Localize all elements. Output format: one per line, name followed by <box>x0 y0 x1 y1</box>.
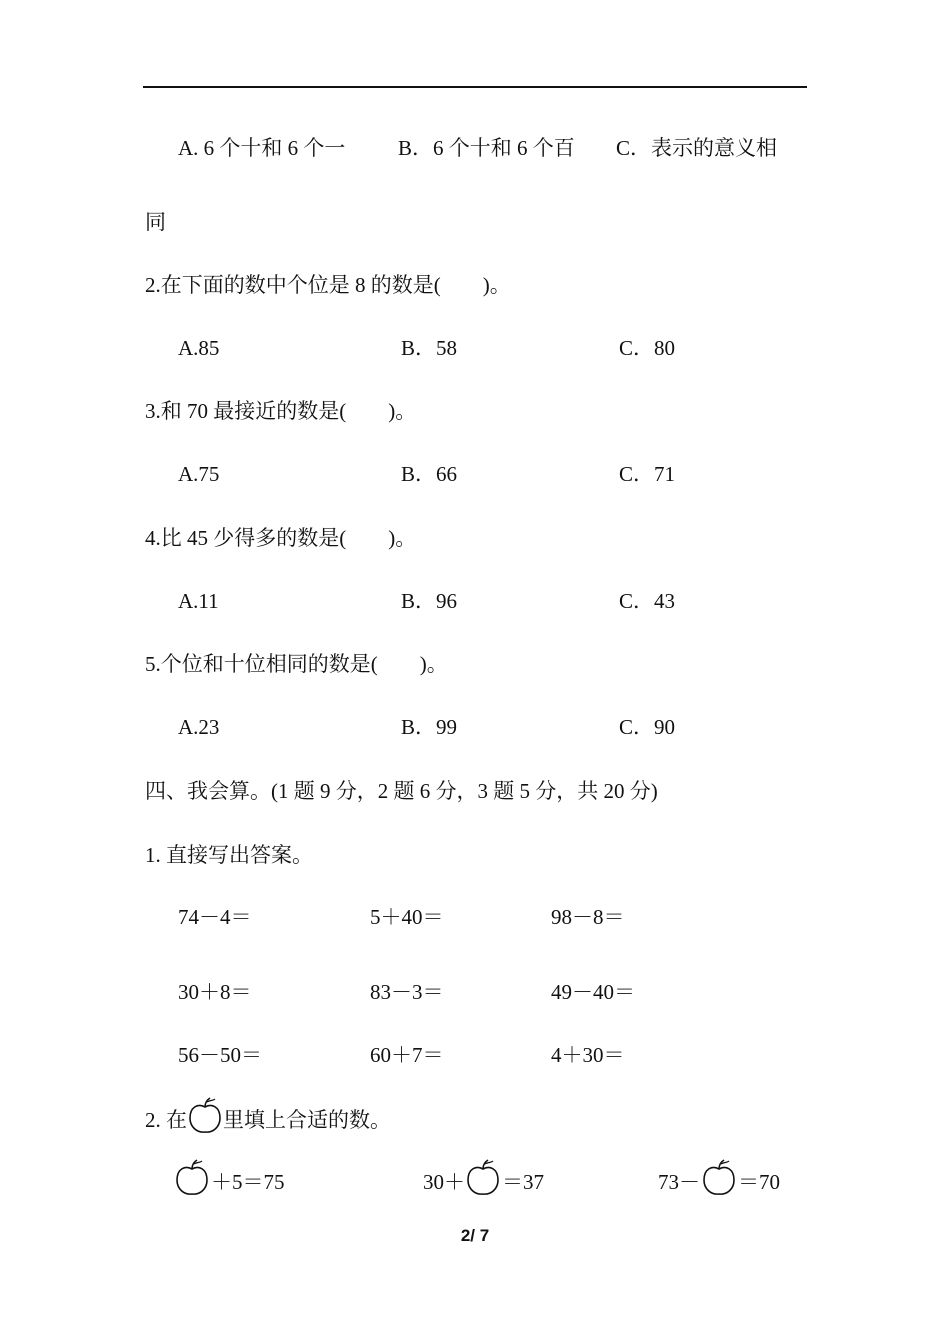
calc-item: 49－40＝ <box>551 980 635 1004</box>
calc-item: 60＋7＝ <box>370 1043 444 1067</box>
q1-option-c[interactable]: C．表示的意义相 <box>616 136 778 160</box>
q3-option-c[interactable]: C．71 <box>619 462 676 486</box>
calc-item: 30＋8＝ <box>178 980 252 1004</box>
q4-option-a[interactable]: A.11 <box>178 589 219 613</box>
apple-icon[interactable] <box>702 1158 736 1196</box>
section4-p1-stem: 1. 直接写出答案。 <box>145 843 313 867</box>
q1-option-c-wrap: 同 <box>145 210 166 234</box>
q1-option-b[interactable]: B．6 个十和 6 个百 <box>398 136 575 160</box>
calc-item: 83－3＝ <box>370 980 444 1004</box>
q4-option-b[interactable]: B．96 <box>401 589 458 613</box>
q2-option-a[interactable]: A.85 <box>178 336 220 360</box>
fill-equation-3-left: 73－ <box>658 1170 700 1194</box>
q4-stem: 4.比 45 少得多的数是( )。 <box>145 526 417 550</box>
section4-p2-stem-prefix: 2. 在 <box>145 1108 187 1132</box>
fill-equation-3-right: ＝70 <box>738 1170 780 1194</box>
page-number: 2/ 7 <box>460 1226 490 1245</box>
apple-icon[interactable] <box>466 1158 500 1196</box>
q5-option-a[interactable]: A.23 <box>178 715 220 739</box>
q2-option-b[interactable]: B．58 <box>401 336 458 360</box>
header-rule <box>143 86 807 88</box>
apple-icon <box>188 1096 222 1134</box>
calc-item: 98－8＝ <box>551 905 625 929</box>
q3-stem: 3.和 70 最接近的数是( )。 <box>145 399 417 423</box>
apple-icon[interactable] <box>175 1158 209 1196</box>
fill-equation-2-right: ＝37 <box>502 1170 544 1194</box>
calc-item: 4＋30＝ <box>551 1043 625 1067</box>
q4-option-c[interactable]: C．43 <box>619 589 676 613</box>
q5-stem: 5.个位和十位相同的数是( )。 <box>145 652 448 676</box>
q5-option-c[interactable]: C．90 <box>619 715 676 739</box>
q2-stem: 2.在下面的数中个位是 8 的数是( )。 <box>145 273 511 297</box>
fill-equation-2-left: 30＋ <box>423 1170 465 1194</box>
calc-item: 74－4＝ <box>178 905 252 929</box>
calc-item: 56－50＝ <box>178 1043 262 1067</box>
q1-option-a[interactable]: A. 6 个十和 6 个一 <box>178 136 346 160</box>
q2-option-c[interactable]: C．80 <box>619 336 676 360</box>
section4-title: 四、我会算。(1 题 9 分，2 题 6 分，3 题 5 分，共 20 分) <box>145 779 658 803</box>
fill-equation-1: ＋5＝75 <box>211 1170 285 1194</box>
section4-p2-stem-suffix: 里填上合适的数。 <box>223 1108 391 1132</box>
q3-option-b[interactable]: B．66 <box>401 462 458 486</box>
q5-option-b[interactable]: B．99 <box>401 715 458 739</box>
q3-option-a[interactable]: A.75 <box>178 462 220 486</box>
calc-item: 5＋40＝ <box>370 905 444 929</box>
